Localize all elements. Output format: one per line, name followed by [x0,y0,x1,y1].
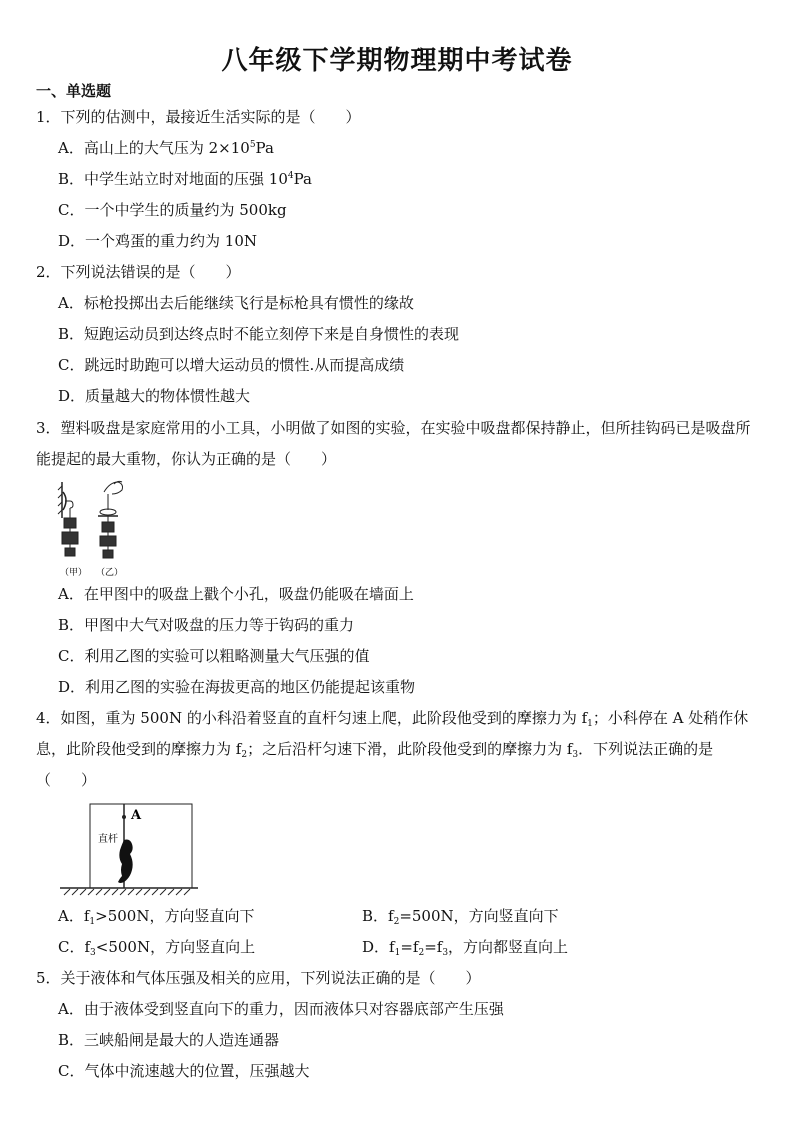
ground-hatching [64,889,190,895]
question-4-option-b: B．$f_2=500N$，方向竖直向下 [362,907,559,927]
question-1-option-c: C．一个中学生的质量约为 500kg [58,201,287,219]
question-3-option-a: A．在甲图中的吸盘上戳个小孔，吸盘仍能吸在墙面上 [58,585,414,603]
climber-silhouette [118,840,133,884]
figure-label-yi: （乙） [96,568,124,578]
question-2-option-c: C．跳远时助跑可以增大运动员的惯性.从而提高成绩 [58,356,405,374]
question-1-stem: 1．下列的估测中，最接近生活实际的是（ ） [36,108,361,126]
question-3-option-d: D．利用乙图的实验在海拔更高的地区仍能提起该重物 [58,678,416,696]
question-1-option-b: B．中学生站立时对地面的压强 $10^4Pa$ [58,170,312,188]
question-5-stem: 5．关于液体和气体压强及相关的应用，下列说法正确的是（ ） [36,969,481,987]
question-2-stem: 2．下列说法错误的是（ ） [36,263,241,281]
question-2-option-d: D．质量越大的物体惯性越大 [58,387,251,405]
pole-label: 直杆 [98,834,118,845]
figure-label-jia: （甲） [60,568,88,578]
question-4-option-d: D．$f_1=f_2=f_3$，方向都竖直向上 [362,938,569,958]
suction-cup-yi-illustration [98,481,123,558]
question-4-stem: 4．如图，重为 500N 的小科沿着竖直的直杆匀速上爬，此阶段他受到的摩擦力为 $f_1$；小科停在 A 处稍作休息，此阶段他受到的摩擦力为 $f_2$；之后沿杆匀速下滑，此阶段他受到的摩擦力为 $f_3$．下列说法正确的是（ ） [36,709,749,789]
question-1-option-d: D．一个鸡蛋的重力约为 10N [58,232,258,250]
question-3-option-c: C．利用乙图的实验可以粗略测量大气压强的值 [58,647,370,665]
question-2-option-b: B．短跑运动员到达终点时不能立刻停下来是自身惯性的表现 [58,325,460,343]
point-a-marker [122,815,126,819]
question-5-option-b: B．三峡船闸是最大的人造连通器 [58,1031,280,1049]
pole-climbing-figure [60,800,200,898]
question-2-option-a: A．标枪投掷出去后能继续飞行是标枪具有惯性的缘故 [58,294,414,312]
section-heading: 一、单选题 [36,82,112,100]
question-4-option-a: A．$f_1>500N$，方向竖直向下 [58,907,255,927]
point-a-label: A [131,808,142,823]
suction-cup-figure [56,478,136,580]
question-4-option-c: C．$f_3<500N$，方向竖直向上 [58,938,256,958]
page-title: 八年级下学期物理期中考试卷 [221,46,573,76]
question-1-option-a: A．高山上的大气压为 $2\times 10^5Pa$ [58,139,274,157]
suction-cup-jia-illustration [58,482,78,556]
question-5-option-a: A．由于液体受到竖直向下的重力，因而液体只对容器底部产生压强 [58,1000,504,1018]
question-3-option-b: B．甲图中大气对吸盘的压力等于钩码的重力 [58,616,355,634]
question-5-option-c: C．气体中流速越大的位置，压强越大 [58,1062,310,1080]
question-3-stem: 3．塑料吸盘是家庭常用的小工具，小明做了如图的实验，在实验中吸盘都保持静止，但所挂钩码已是吸盘所能提起的最大重物，你认为正确的是（ ） [36,419,751,468]
